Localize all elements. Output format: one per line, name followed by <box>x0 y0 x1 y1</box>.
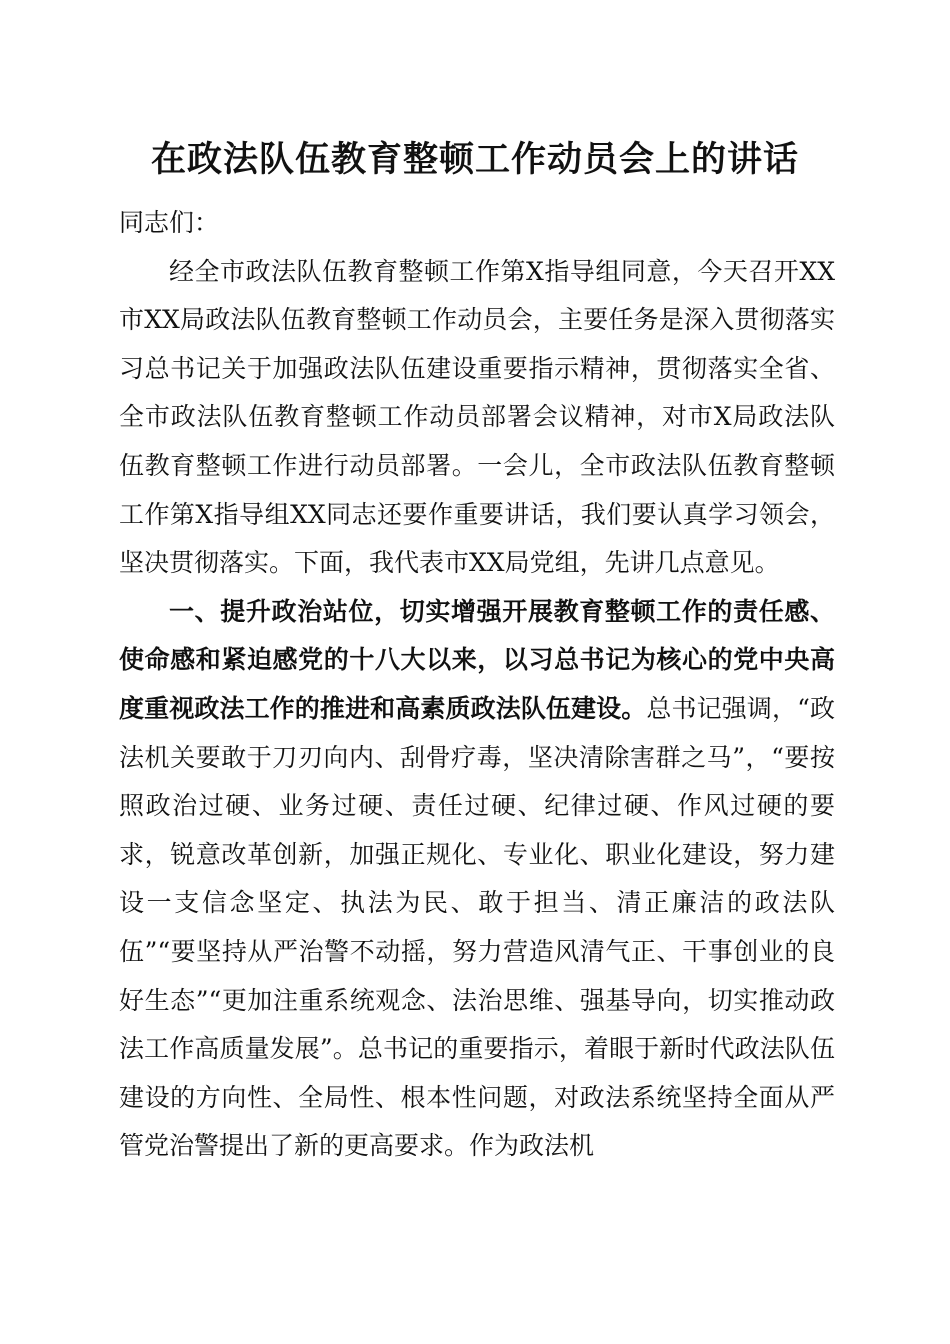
section-1-body: 总书记强调，“政法机关要敢于刀刃向内、刮骨疗毒，坚决清除害群之马”，“要按照政治过硬、业务过硬、责任过硬、纪律过硬、作风过硬的要求，锐意改革创新，加强正规化、专业化、职业化建设，努力建设一支信念坚定、执法为民、敢于担当、清正廉洁的政法队伍”“要坚持从严治警不动摇，努力营造风清气正、干事创业的良好生态”“更加注重系统观念、法治思维、强基导向，切实推动政法工作高质量发展”。总书记的重要指示，着眼于新时代政法队伍建设的方向性、全局性、根本性问题，对政法系统坚持全面从严管党治警提出了新的更高要求。作为政法机 <box>119 693 835 1161</box>
section-1-paragraph <box>119 588 835 1171</box>
salutation: 同志们： <box>119 208 220 237</box>
section-1-heading: 一、提升政治站位，切实增强开展教育整顿工作的责任感、使命感和紧迫感党的十八大以来，以习总书记为核心的党中央高度重视政法工作的推进和高素质政法队伍建设。 <box>119 596 835 723</box>
document-title: 在政法队伍教育整顿工作动员会上的讲话 <box>150 139 799 180</box>
document-body <box>119 199 835 1171</box>
intro-paragraph: 经全市政法队伍教育整顿工作第X指导组同意，今天召开XX市XX局政法队伍教育整顿工作动员会，主要任务是深入贯彻落实习总书记关于加强政法队伍建设重要指示精神，贯彻落实全省、全市政法队伍教育整顿工作动员部署会议精神，对市X局政法队伍教育整顿工作进行动员部署。一会儿，全市政法队伍教育整顿工作第X指导组XX同志还要作重要讲话，我们要认真学习领会，坚决贯彻落实。下面，我代表市XX局党组，先讲几点意见。 <box>119 256 835 578</box>
